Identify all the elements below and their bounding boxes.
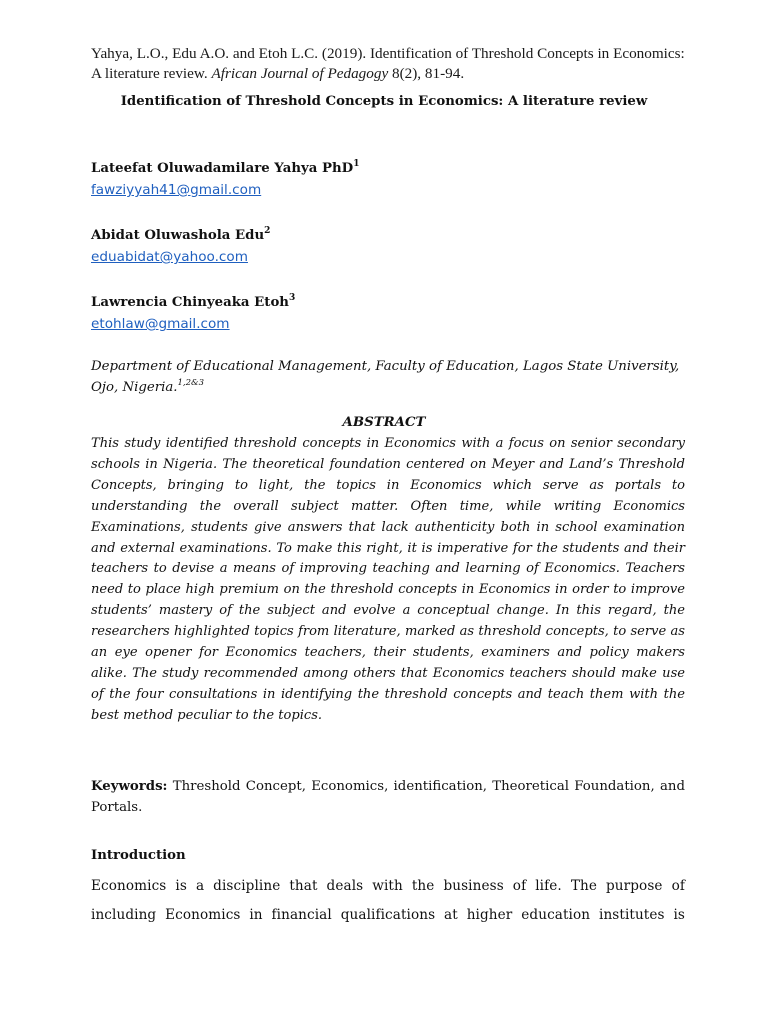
paper-title: Identification of Threshold Concepts in Economics: A literature review (120, 94, 648, 109)
author-footnote: 2 (264, 226, 271, 236)
author-email-link[interactable]: etohlaw@gmail.com (91, 316, 230, 332)
author-footnote: 3 (288, 293, 296, 303)
author-name: Lawrencia Chinyeaka Etoh$^3$ (91, 293, 296, 310)
citation (91, 44, 691, 84)
introduction-text: Economics is a discipline that deals with the business of life. The purpose of including Economics in financial qualifications at higher education institutes is (91, 878, 685, 923)
abstract-text: This study identified threshold concepts in Economics with a focus on senior secondary schools in Nigeria. The theoretical foundation centered on Meyer and Land’s Threshold Concepts, bringing to light, the topics in Economics which serve as portals to understanding the overall subject matter. Often time, while writing Economics Examinations, students give answers that lack authenticity both in school examination and external examinations. To make this right, it is imperative for the students and their teachers to devise a means of improving teaching and learning of Economics. Teachers need to place high premium on the threshold concepts in Economics in order to improve students’ mastery of the subject and evolve a conceptual change. In this regard, the researchers highlighted topics from literature, marked as threshold concepts, to serve as an eye opener for Economics teachers, their students, examiners and policy makers alike. The study recommended among others that Economics teachers should make use of the four consultations in identifying the threshold concepts and teach them with the best method peculiar to the topics. (91, 436, 685, 723)
author-footnote: 1 (353, 159, 360, 169)
affiliation-footnote: 1,2&3 (177, 378, 205, 388)
author-email-link[interactable]: eduabidat@yahoo.com (91, 249, 248, 265)
keywords (91, 776, 685, 818)
abstract-heading: ABSTRACT (342, 415, 426, 430)
section-heading-introduction: Introduction (91, 848, 186, 863)
author-email-link[interactable]: fawziyyah41@gmail.com (91, 182, 262, 198)
affiliation: Department of Educational Management, Faculty of Education, Lagos State University, Ojo, Nigeria.$^{1,2\&3}$ (91, 359, 680, 395)
citation-authors: Yahya, L.O., Edu A.O. and Etoh L.C. (2019). Identification of Threshold Concepts in Economics: A literature review. (91, 45, 685, 82)
author-name: Abidat Oluwashola Edu$^2$ (91, 226, 271, 243)
citation-volume: 8(2), 81-94. (392, 65, 465, 82)
citation-journal: African Journal of Pedagogy (211, 65, 389, 82)
keywords-text: Threshold Concept, Economics, identification, Theoretical Foundation, and Portals. (91, 779, 685, 815)
author-name: Lateefat Oluwadamilare Yahya PhD$^1$ (91, 159, 360, 176)
keywords-label: Keywords: (91, 779, 168, 794)
